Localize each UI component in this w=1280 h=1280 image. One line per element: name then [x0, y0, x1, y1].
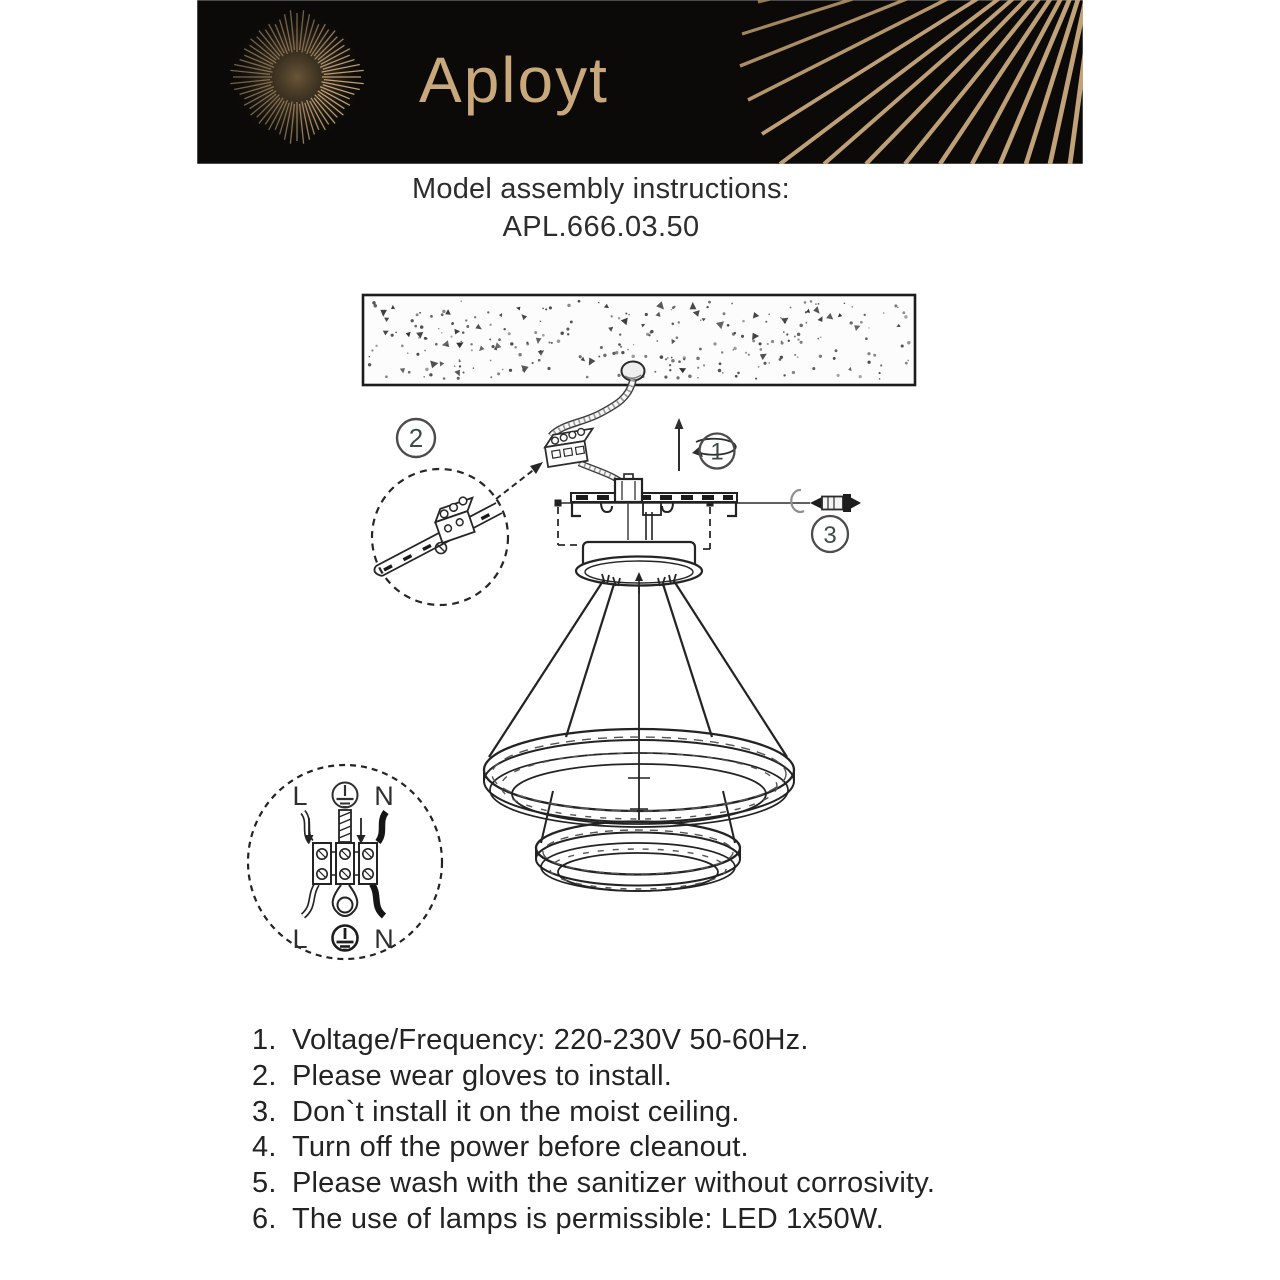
mounting-bracket-drawing — [571, 474, 737, 547]
instruction-number: 4. — [252, 1131, 277, 1164]
suspension-cables — [489, 581, 787, 843]
instruction-item — [252, 1023, 1072, 1059]
terminal-label-live-bottom: L — [292, 924, 308, 954]
brand-wordmark: Aployt — [419, 44, 609, 116]
earth-wire — [339, 810, 351, 842]
instruction-text: Please wear gloves to install. — [292, 1059, 672, 1092]
wire-connector-detail-view — [372, 462, 543, 605]
large-ring-drawing — [484, 729, 794, 827]
instruction-text: Turn off the power before cleanout. — [292, 1131, 749, 1164]
power-cable-drawing — [551, 380, 633, 486]
instruction-number: 3. — [252, 1095, 277, 1128]
instruction-item — [252, 1166, 1072, 1202]
page-title: Model assembly instructions: — [412, 173, 790, 205]
svg-text:2: 2 — [408, 423, 424, 453]
callout-1-badge — [700, 434, 735, 469]
earth-loop — [333, 885, 358, 916]
callout-3-badge — [812, 516, 848, 552]
instruction-item — [252, 1130, 1072, 1166]
rotation-axis-icon — [675, 418, 736, 471]
title-block — [0, 170, 1202, 246]
header-banner-art — [197, 0, 1083, 164]
instruction-text: Don`t install it on the moist ceiling. — [292, 1095, 740, 1128]
instruction-number: 1. — [252, 1024, 277, 1056]
model-number: APL.666.03.50 — [502, 211, 700, 243]
instruction-text: The use of lamps is permissible: LED 1x50W. — [292, 1202, 885, 1235]
canopy-drawing — [576, 542, 702, 594]
instruction-number: 6. — [252, 1202, 277, 1235]
terminal-strip — [313, 843, 377, 884]
ceiling-speckles — [368, 300, 911, 380]
wiring-detail-view — [248, 765, 442, 959]
earth-ground-icon-bottom — [333, 926, 358, 951]
instructions-list — [252, 1023, 1072, 1238]
screw-drawing — [791, 490, 861, 512]
instruction-number: 2. — [252, 1059, 277, 1092]
neutral-wire — [372, 812, 386, 916]
svg-text:1: 1 — [710, 438, 724, 466]
ceiling-hole — [622, 362, 645, 381]
callout-2-badge — [397, 419, 435, 457]
small-ring-drawing — [536, 822, 740, 892]
screw-rotation-icon — [791, 490, 804, 512]
instruction-number: 5. — [252, 1167, 277, 1200]
terminal-label-neutral-top: N — [374, 781, 394, 811]
header-banner — [197, 0, 1083, 164]
alignment-guides — [555, 500, 811, 550]
terminal-block-drawing — [543, 427, 598, 467]
terminal-label-live-top: L — [292, 781, 308, 811]
instruction-item — [252, 1202, 1072, 1238]
earth-ground-icon — [333, 783, 358, 808]
instruction-item — [252, 1095, 1072, 1131]
live-wire — [303, 812, 317, 916]
terminal-label-neutral-bottom: N — [374, 924, 394, 954]
instruction-item — [252, 1059, 1072, 1095]
insert-arrows — [305, 818, 366, 844]
instruction-text: Please wash with the sanitizer without corrosivity. — [292, 1167, 936, 1200]
ceiling-drawing — [363, 295, 915, 385]
instruction-text: Voltage/Frequency: 220-230V 50-60Hz. — [292, 1024, 809, 1056]
svg-text:3: 3 — [823, 522, 837, 549]
